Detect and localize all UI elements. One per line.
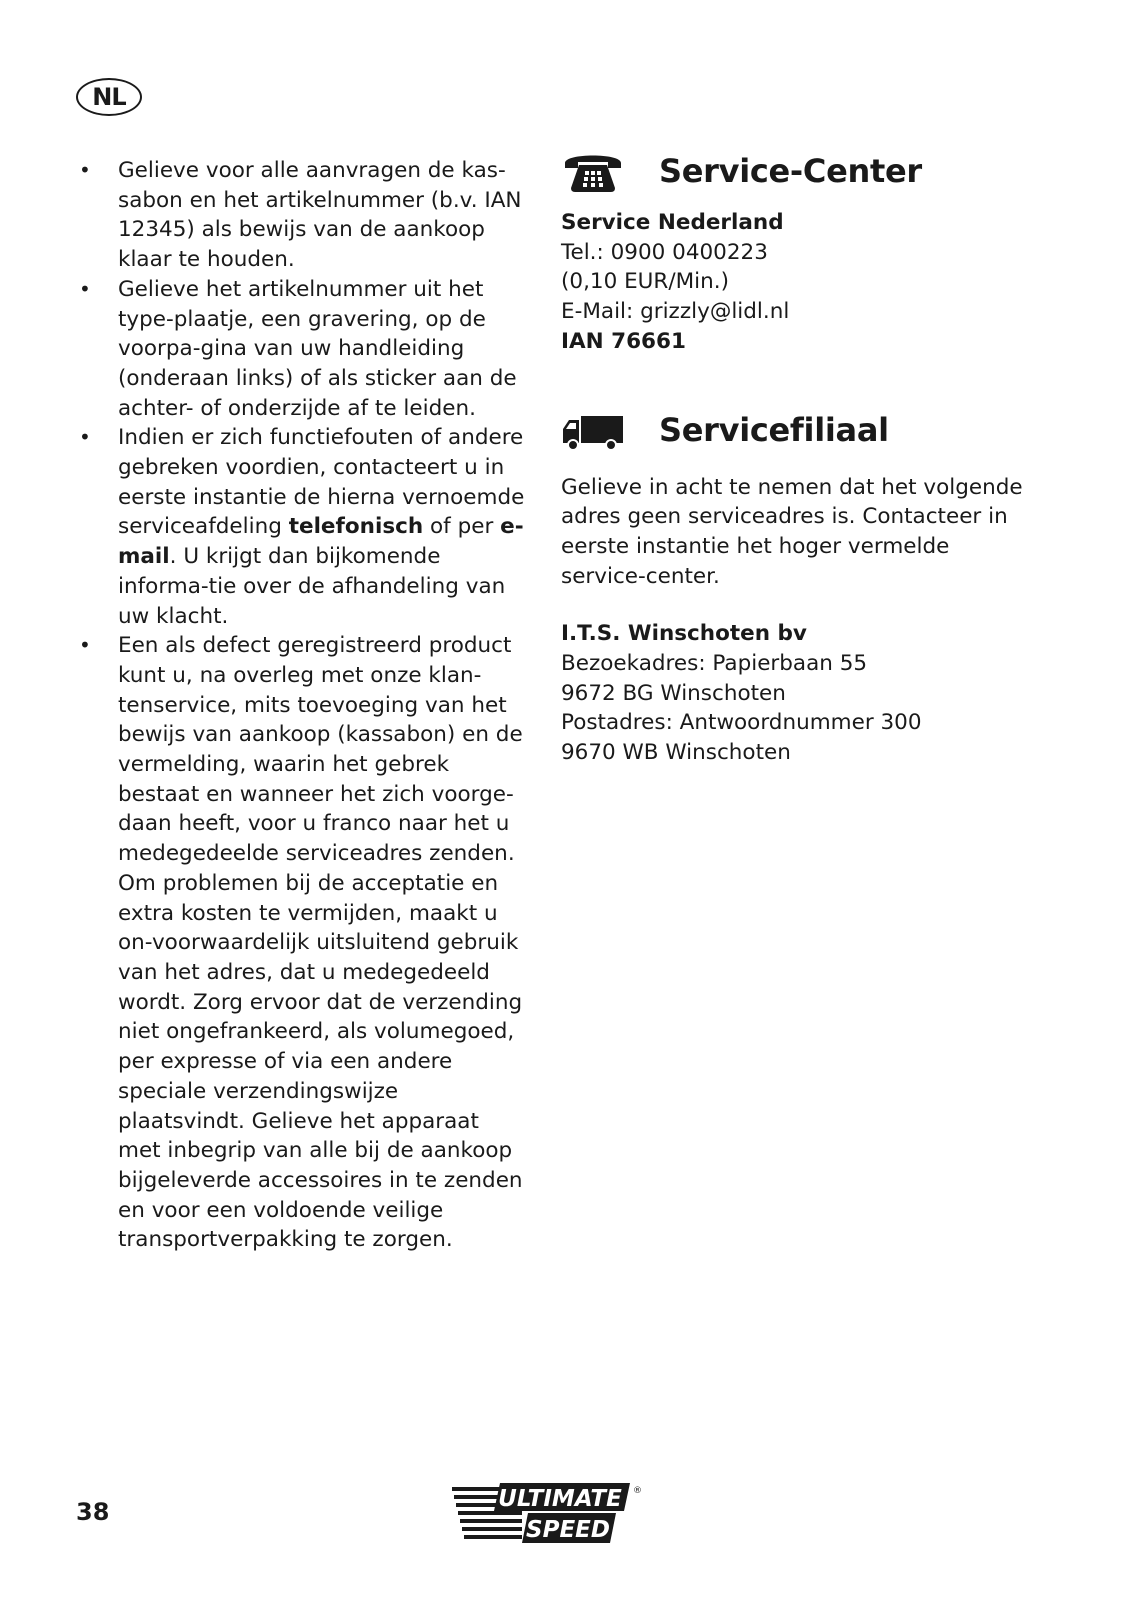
bullet-item-contact-service: [76, 423, 526, 631]
branch-notice: Gelieve in acht te nemen dat het volgende adres geen serviceadres is. Contacteer in eerste instantie het hoger vermelde service-center.: [561, 474, 1023, 589]
brand-line-speed: SPEED: [526, 1517, 610, 1543]
service-branch-heading: [561, 405, 1031, 455]
branch-postal-address: Postadres: Antwoordnummer 300: [561, 710, 922, 736]
branch-visit-city: 9672 BG Winschoten: [561, 680, 786, 706]
bullet-text-part: . U krijgt dan bijkomende informa-tie over de afhandeling van uw klacht.: [118, 544, 506, 629]
brand-line-ultimate: ULTIMATE: [498, 1486, 622, 1512]
telephone-icon: [561, 148, 625, 194]
registered-mark: ®: [633, 1486, 642, 1496]
page-number: 38: [76, 1498, 110, 1526]
bold-term-email: e-mail: [118, 514, 524, 570]
service-country: Service Nederland: [561, 210, 784, 235]
branch-postal-city: 9670 WB Winschoten: [561, 740, 791, 766]
bullet-text-part: of per: [423, 514, 501, 540]
bullet-item-article-number: • Gelieve het artikelnummer uit het type-plaatje, een gravering, op de voorpa-gina van uw handleiding (onderaan links) of als sticker aan de achter- of onderzijde af te leiden.: [76, 275, 526, 424]
bullet-item-send-product: • Een als defect geregistreerd product kunt u, na overleg met onze klan-tenservice, mits toevoeging van het bewijs van aankoop (kassabon) en de vermelding, waarin het gebrek bestaat en wanneer het zich voorge-daan heeft, voor u franco naar het u medegedeelde serviceadres zenden. Om problemen bij de acceptatie en extra kosten te vermijden, maakt u on-voorwaardelijk uitsluitend gebruik van het adres, dat u medegedeeld wordt. Zorg ervoor dat de verzending niet ongefrankeerd, als volumegoed, per expresse of via een andere speciale verzendingswijze plaatsvindt. Gelieve het apparaat met inbegrip van alle bij de aankoop bijgeleverde accessoires in te zenden en voor een voldoende veilige transportverpakking te zorgen.: [76, 631, 526, 1255]
service-center-heading: [561, 146, 1031, 196]
service-phone: Tel.: 0900 0400223: [561, 239, 768, 265]
service-email: E-Mail: grizzly@lidl.nl: [561, 299, 790, 325]
service-branch-title: Servicefiliaal: [659, 410, 889, 449]
service-rate: (0,10 EUR/Min.): [561, 269, 729, 295]
bullet-item-receipt: • Gelieve voor alle aanvragen de kas-sabon en het artikelnummer (b.v. IAN 12345) als bewijs van de aankoop klaar te houden.: [76, 156, 526, 275]
ultimate-speed-logo: [452, 1481, 648, 1547]
language-code: NL: [92, 83, 126, 111]
bullet-text-part: Indien er zich functiefouten of andere gebreken voordien, contacteert u in eerste instantie de hierna vernoemde serviceafdeling: [118, 425, 525, 540]
service-center-details: [561, 208, 1031, 357]
instructions-column: [76, 156, 526, 1255]
language-badge: [76, 78, 142, 116]
branch-visit-address: Bezoekadres: Papierbaan 55: [561, 651, 868, 677]
service-center-title: Service-Center: [659, 152, 922, 190]
service-ian: IAN 76661: [561, 328, 686, 354]
service-branch-details: [561, 473, 1031, 768]
branch-company: I.T.S. Winschoten bv: [561, 621, 807, 647]
truck-icon: [561, 407, 625, 453]
bold-term-telephone: telefonisch: [288, 514, 424, 540]
service-column: [561, 146, 1031, 768]
bullet-list: [76, 156, 526, 1255]
